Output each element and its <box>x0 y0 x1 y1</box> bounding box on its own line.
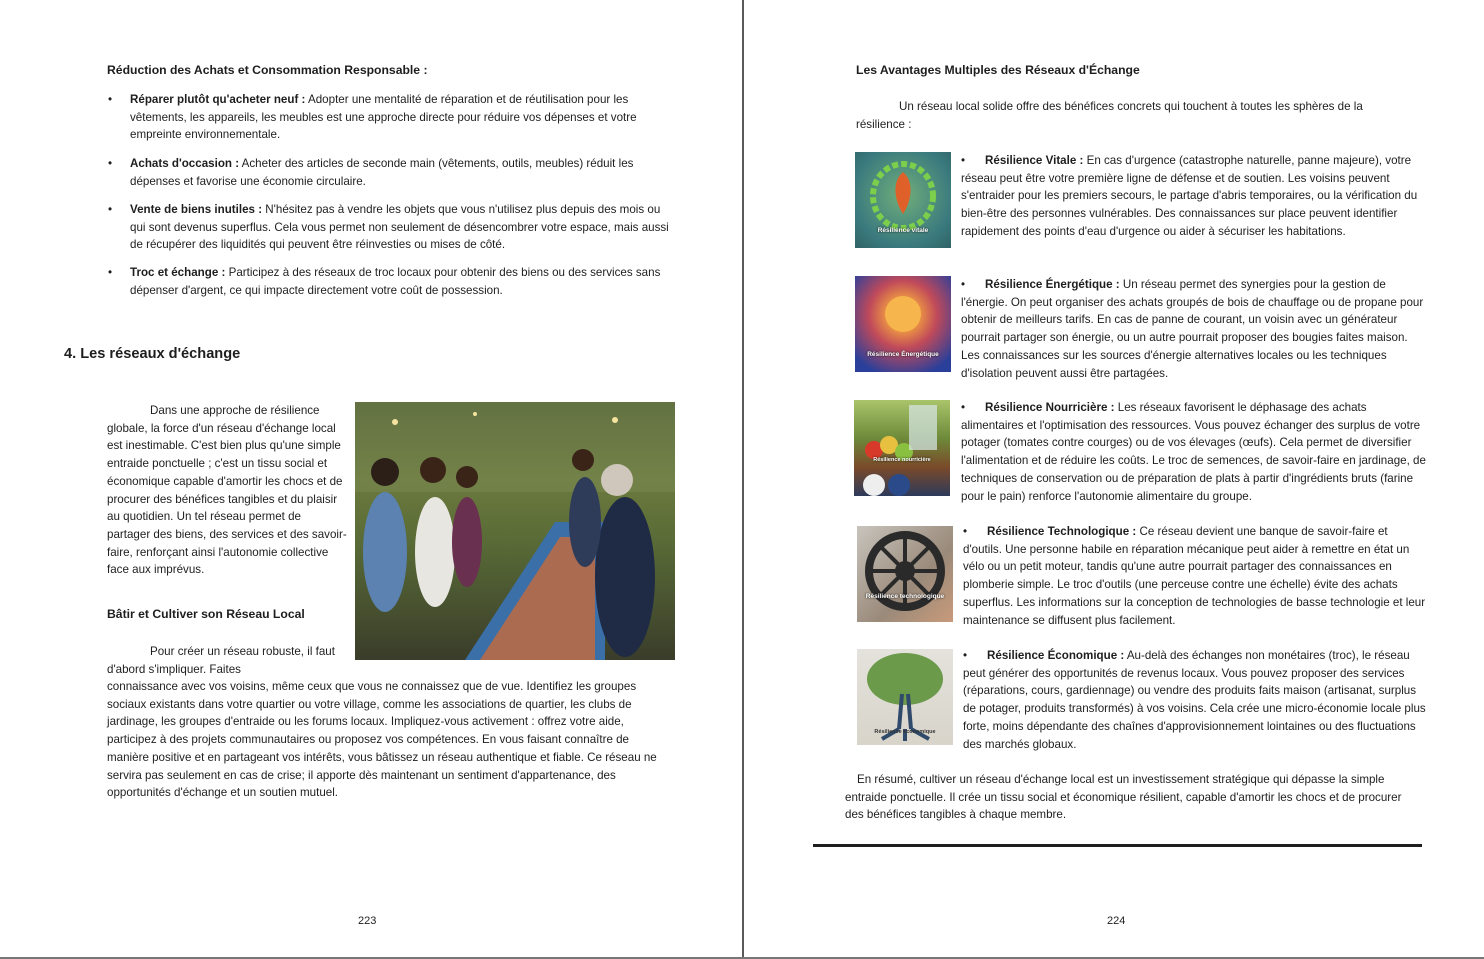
resilience-vitale-image <box>855 152 951 248</box>
list-item-term: Résilience Énergétique : <box>985 278 1120 291</box>
resilience-energetique-image <box>855 276 951 372</box>
bullet-icon: • <box>108 157 113 170</box>
image-caption: Résilience économique <box>874 729 936 736</box>
resilience-economique-image <box>857 649 953 745</box>
page-number: 224 <box>1107 915 1126 927</box>
list-item-text: Ce réseau devient une banque de savoir-faire et d'outils. Une personne habile en réparation mécanique peut aider à remettre en état un vélo ou un petit moteur, tandis qu'une autre pourrait partager des connaissances en plomberie simple. Le troc d'outils (une perceuse contre une échelle) évite des achats superflus. Les informations sur la conception de technologies de basse technologie et leur maintenance se diffusent plus facilement. <box>963 525 1426 627</box>
page-divider <box>742 0 744 959</box>
chapter-title: 4. Les réseaux d'échange <box>64 346 241 362</box>
list-item-text: En cas d'urgence (catastrophe naturelle, panne majeure), votre réseau peut être votre première ligne de défense et de soutien. Les voisins peuvent s'entraider pour les premiers secours, le partage d'abris temporaires, ou la vérification du bien-être des personnes vulnérables. Des connaissances sur place peuvent identifier rapidement des points d'eau d'urgence ou aider à sécuriser les habitations. <box>961 154 1418 238</box>
list-item-text: Participez à des réseaux de troc locaux pour obtenir des biens ou des services sans dépenser d'argent, ce qui impacte directement votre coût de possession. <box>130 266 661 297</box>
list-item-text: N'hésitez pas à vendre les objets que vous n'utilisez plus depuis des mois ou qui sont devenus superflus. Cela vous permet non seulement de désencombrer votre espace, mais aussi de récupérer des liquidités qui peuvent être réinvesties ou mises de côté. <box>130 203 669 252</box>
list-item <box>108 155 670 190</box>
list-item-text: Acheter des articles de seconde main (vêtements, outils, meubles) réduit les dépenses et favorise une économie circulaire. <box>130 157 634 188</box>
list-item-text: Un réseau permet des synergies pour la gestion de l'énergie. On peut organiser des achats groupés de bois de chauffage ou de propane pour obtenir de meilleurs tarifs. En cas de panne de courant, un voisin avec un générateur pourrait partager son énergie, ou un autre pourrait proposer des bougies faites maison. Les connaissances sur les sources d'énergie alternatives locales ou les techniques d'isolation peuvent aussi être partagées. <box>961 278 1424 380</box>
image-caption: Résilience Énergétique <box>867 351 939 359</box>
photo-illustration <box>355 402 675 660</box>
list-item-term: Réparer plutôt qu'acheter neuf : <box>130 93 306 106</box>
resilience-nourriciere-image <box>854 400 950 496</box>
fruit-basket-icon <box>854 400 950 496</box>
list-item <box>108 264 670 299</box>
list-item <box>961 276 1426 382</box>
list-item-term: Résilience Nourricière : <box>985 401 1115 414</box>
build-paragraph-start: Pour créer un réseau robuste, il faut d'abord s'impliquer. Faites <box>107 645 335 676</box>
list-item-term: Résilience Économique : <box>987 649 1125 662</box>
section-title: Réduction des Achats et Consommation Responsable : <box>107 63 428 77</box>
list-item <box>961 152 1426 241</box>
list-item-text: Les réseaux favorisent le déphasage des achats alimentaires et l'optimisation des ressources. Vous pouvez échanger des surplus de votre potager (tomates contre courges) ou de vos élevages (œufs). Cela permet de diversifier l'alimentation et de réduire les coûts. Le troc de semences, de savoir-faire en jardinage, de techniques de conservation ou de préparation de plats à partir d'ingrédients bruts (farine pour le pain) renforce l'autonomie alimentaire du groupe. <box>961 401 1426 503</box>
build-paragraph-rest: connaissance avec vos voisins, même ceux que vous ne connaissez que de vue. Identifiez les groupes sociaux existants dans votre quartier ou votre village, comme les associations de quartier, les clubs de jardinage, les groupes d'entraide ou les forums locaux. Impliquez-vous activement : offrez votre aide, participez à des projets communautaires ou proposez vos compétences. En vous faisant connaître de manière positive et en partageant vos intérêts, vous bâtissez un réseau authentique et fiable. Ce réseau ne servira pas seulement en cas de crise; il apporte dès maintenant un sentiment d'appartenance, des opportunités d'échange et un soutien mutuel. <box>107 680 657 800</box>
summary-paragraph: En résumé, cultiver un réseau d'échange local est un investissement stratégique qui dépasse la simple entraide ponctuelle. Il crée un tissu social et économique résilient, capable d'amortir les chocs et de procurer des bénéfices tangibles à chaque membre. <box>845 773 1402 822</box>
list-item <box>963 523 1428 629</box>
page-number: 223 <box>358 915 377 927</box>
bullet-icon: • <box>963 649 968 662</box>
list-item <box>108 91 670 144</box>
list-item-term: Résilience Technologique : <box>987 525 1137 538</box>
list-item-term: Achats d'occasion : <box>130 157 240 170</box>
gear-wheel-icon <box>857 526 953 622</box>
bullet-icon: • <box>108 266 113 279</box>
bullet-icon: • <box>963 525 968 538</box>
list-item-term: Résilience Vitale : <box>985 154 1084 167</box>
intro-paragraph: Dans une approche de résilience globale, la force d'un réseau d'échange local est inestimable. C'est bien plus qu'une simple entraide ponctuelle ; c'est un tissu social et économique capable d'amortir les chocs et de procurer des bénéfices tangibles et du plaisir au quotidien. Un tel réseau permet de partager des biens, des services et des savoir-faire, renforçant ainsi l'autonomie collective face aux imprévus. <box>107 404 347 577</box>
list-item <box>108 201 670 254</box>
list-item-term: Troc et échange : <box>130 266 226 279</box>
list-item <box>961 399 1426 505</box>
bullet-icon: • <box>961 278 966 291</box>
bullet-icon: • <box>961 401 966 414</box>
image-caption: Résilience vitale <box>877 227 929 235</box>
image-caption: Résilience technologique <box>865 593 945 601</box>
intro-paragraph: Un réseau local solide offre des bénéfices concrets qui touchent à toutes les sphères de la résilience : <box>856 100 1363 131</box>
subsection-title: Bâtir et Cultiver son Réseau Local <box>107 607 305 621</box>
bullet-icon: • <box>108 93 113 106</box>
list-item-term: Vente de biens inutiles : <box>130 203 263 216</box>
image-caption: Résilience nourricière <box>873 457 931 464</box>
list-item-text: Au-delà des échanges non monétaires (troc), le réseau peut générer des opportunités de revenus locaux. Vous pouvez proposer des services (réparations, cours, gardiennage) ou vendre des produits faits maison (artisanat, surplus de potager, produits transformés) à vos voisins. Cela crée une micro-économie locale plus forte, moins dépendante des chaînes d'approvisionnement lointaines ou des fluctuations des marchés globaux. <box>963 649 1426 751</box>
resilience-technologique-image <box>857 526 953 622</box>
bullet-icon: • <box>108 203 113 216</box>
horizontal-rule <box>813 844 1422 847</box>
bullet-icon: • <box>961 154 966 167</box>
section-title: Les Avantages Multiples des Réseaux d'Échange <box>856 63 1140 77</box>
community-exchange-photo <box>355 402 675 660</box>
list-item-text: Adopter une mentalité de réparation et de réutilisation pour les vêtements, les appareils, les meubles est une approche directe pour réduire vos dépenses et votre empreinte environnementale. <box>130 93 637 142</box>
list-item <box>963 647 1428 753</box>
